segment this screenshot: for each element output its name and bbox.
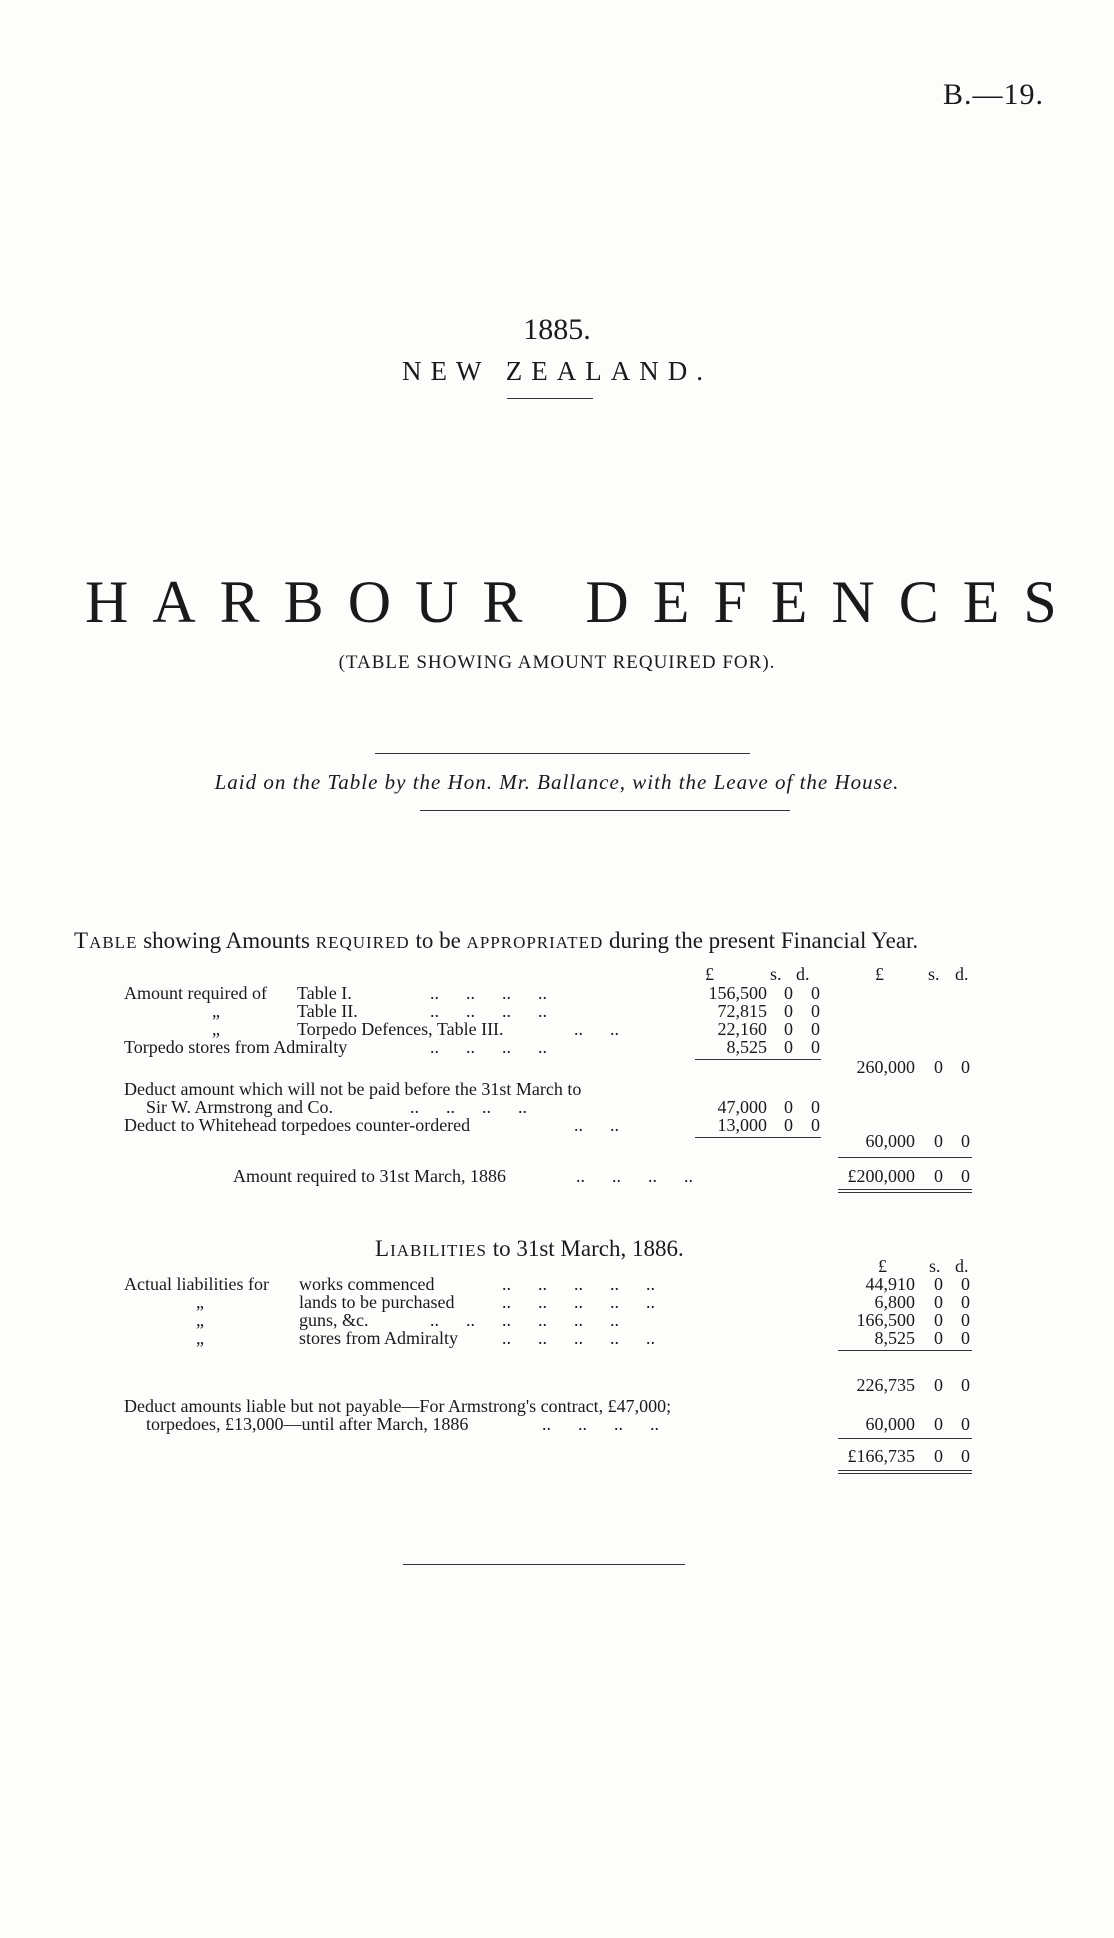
amount-shillings: 0 xyxy=(934,1328,943,1348)
total-shillings: 0 xyxy=(934,1446,943,1466)
amount-pounds: 8,525 xyxy=(874,1328,915,1348)
leader-dots: .. .. .. .. .. xyxy=(502,1328,655,1348)
divider xyxy=(507,398,593,399)
col-head-pence-2: d. xyxy=(955,964,969,984)
deduct-pence: 0 xyxy=(961,1414,970,1434)
ditto-mark: „ xyxy=(196,1292,204,1312)
deduct-pence: 0 xyxy=(811,1115,820,1135)
double-rule xyxy=(838,1473,972,1474)
subtotal-shillings: 0 xyxy=(934,1057,943,1077)
total-pence: 0 xyxy=(961,1446,970,1466)
deduct-total-shillings: 0 xyxy=(934,1131,943,1151)
col-head-shillings: s. xyxy=(929,1256,941,1276)
deduct-pence: 0 xyxy=(811,1097,820,1117)
divider xyxy=(375,753,750,754)
deduct-pounds: 13,000 xyxy=(717,1115,767,1135)
divider xyxy=(420,810,790,811)
leader-dots: .. .. .. .. .. .. xyxy=(430,1310,619,1330)
double-rule xyxy=(838,1470,972,1471)
row-label-detail: stores from Admiralty xyxy=(299,1328,458,1348)
col-head-shillings: s. xyxy=(770,964,782,984)
col-head-pence: d. xyxy=(796,964,810,984)
row-label-detail: lands to be purchased xyxy=(299,1292,455,1312)
amount-pence: 0 xyxy=(811,1001,820,1021)
total-shillings: 0 xyxy=(934,1166,943,1186)
sum-rule xyxy=(695,1137,821,1138)
deduct-total-pounds: 60,000 xyxy=(865,1131,915,1151)
deduct-total-pence: 0 xyxy=(961,1131,970,1151)
total-pounds: £200,000 xyxy=(847,1166,915,1186)
year: 1885. xyxy=(523,313,591,346)
total-pence: 0 xyxy=(961,1166,970,1186)
col-head-pounds: £ xyxy=(705,964,714,984)
leader-dots: .. .. .. .. xyxy=(430,983,547,1003)
leader-dots: .. .. xyxy=(574,1019,619,1039)
table1-heading: TABLE showing Amounts REQUIRED to be APPROPRIATED during the present Financial Year. xyxy=(74,928,919,953)
deduct-pounds: 60,000 xyxy=(865,1414,915,1434)
deduct-shillings: 0 xyxy=(784,1115,793,1135)
amount-shillings: 0 xyxy=(934,1292,943,1312)
amount-pence: 0 xyxy=(811,983,820,1003)
amount-pounds: 8,525 xyxy=(726,1037,767,1057)
amount-pence: 0 xyxy=(961,1292,970,1312)
amount-pounds: 72,815 xyxy=(717,1001,767,1021)
row-label-detail: Table II. xyxy=(297,1001,358,1021)
amount-shillings: 0 xyxy=(784,1019,793,1039)
subtotal-pounds: 226,735 xyxy=(856,1375,915,1395)
ditto-mark: „ xyxy=(196,1310,204,1330)
col-head-pounds: £ xyxy=(878,1256,887,1276)
row-label-detail: Table I. xyxy=(297,983,352,1003)
deduct-whitehead-label: Deduct to Whitehead torpedoes counter-ordered xyxy=(124,1115,471,1135)
leader-dots: .. .. .. .. xyxy=(430,1001,547,1021)
row-label: Torpedo stores from Admiralty xyxy=(124,1037,348,1057)
double-rule xyxy=(838,1189,972,1190)
leader-dots: .. .. .. .. xyxy=(410,1097,527,1117)
sum-rule xyxy=(838,1350,972,1351)
leader-dots: .. .. .. .. xyxy=(576,1166,693,1186)
deduct-line-2: Sir W. Armstrong and Co. xyxy=(146,1097,334,1117)
row-label: Amount required of xyxy=(124,983,267,1003)
double-rule xyxy=(838,1192,972,1193)
amount-pounds: 22,160 xyxy=(717,1019,767,1039)
leader-dots: .. .. .. .. xyxy=(542,1414,659,1434)
sum-rule xyxy=(838,1438,972,1439)
total-pounds: £166,735 xyxy=(847,1446,915,1466)
deduct-line-2: torpedoes, £13,000—until after March, 1886 xyxy=(146,1414,469,1434)
amount-shillings: 0 xyxy=(934,1310,943,1330)
amount-shillings: 0 xyxy=(784,983,793,1003)
subtotal-pence: 0 xyxy=(961,1375,970,1395)
leader-dots: .. .. .. .. .. xyxy=(502,1274,655,1294)
subtotal-shillings: 0 xyxy=(934,1375,943,1395)
amount-pence: 0 xyxy=(961,1274,970,1294)
amount-pounds: 6,800 xyxy=(874,1292,915,1312)
total-label: Amount required to 31st March, 1886 xyxy=(233,1166,506,1186)
amount-pence: 0 xyxy=(811,1037,820,1057)
footer-divider xyxy=(403,1564,685,1565)
sum-rule xyxy=(695,1059,821,1060)
col-head-shillings-2: s. xyxy=(928,964,940,984)
subtotal-pence: 0 xyxy=(961,1057,970,1077)
amount-pence: 0 xyxy=(961,1328,970,1348)
subtitle: (TABLE SHOWING AMOUNT REQUIRED FOR). xyxy=(338,652,776,673)
leader-dots: .. .. .. .. .. xyxy=(502,1292,655,1312)
ditto-mark: „ xyxy=(212,1001,220,1021)
deduct-line-1: Deduct amount which will not be paid before the 31st March to xyxy=(124,1079,582,1099)
ditto-mark: „ xyxy=(212,1019,220,1039)
subtotal-pounds: 260,000 xyxy=(856,1057,915,1077)
col-head-pence: d. xyxy=(955,1256,969,1276)
row-label-detail: guns, &c. xyxy=(299,1310,369,1330)
deduct-line-1: Deduct amounts liable but not payable—For Armstrong's contract, £47,000; xyxy=(124,1396,672,1416)
amount-shillings: 0 xyxy=(934,1274,943,1294)
deduct-shillings: 0 xyxy=(934,1414,943,1434)
amount-pounds: 156,500 xyxy=(708,983,767,1003)
deduct-pounds: 47,000 xyxy=(717,1097,767,1117)
sum-rule xyxy=(838,1157,972,1158)
ditto-mark: „ xyxy=(196,1328,204,1348)
laid-statement: Laid on the Table by the Hon. Mr. Ballance, with the Leave of the House. xyxy=(214,770,900,794)
amount-pence: 0 xyxy=(961,1310,970,1330)
country: NEW ZEALAND. xyxy=(402,356,712,386)
row-label-detail: works commenced xyxy=(299,1274,435,1294)
deduct-shillings: 0 xyxy=(784,1097,793,1117)
col-head-pounds-2: £ xyxy=(875,964,884,984)
amount-shillings: 0 xyxy=(784,1037,793,1057)
amount-pounds: 44,910 xyxy=(865,1274,915,1294)
table2-heading: LIABILITIES to 31st March, 1886. xyxy=(375,1236,684,1261)
leader-dots: .. .. .. .. xyxy=(430,1037,547,1057)
leader-dots: .. .. xyxy=(574,1115,619,1135)
amount-pounds: 166,500 xyxy=(856,1310,915,1330)
row-label-detail: Torpedo Defences, Table III. xyxy=(297,1019,504,1039)
amount-shillings: 0 xyxy=(784,1001,793,1021)
main-title: HARBOUR DEFENCES xyxy=(85,569,1081,635)
amount-pence: 0 xyxy=(811,1019,820,1039)
document-reference: B.—19. xyxy=(942,78,1044,111)
row-label: Actual liabilities for xyxy=(124,1274,269,1294)
